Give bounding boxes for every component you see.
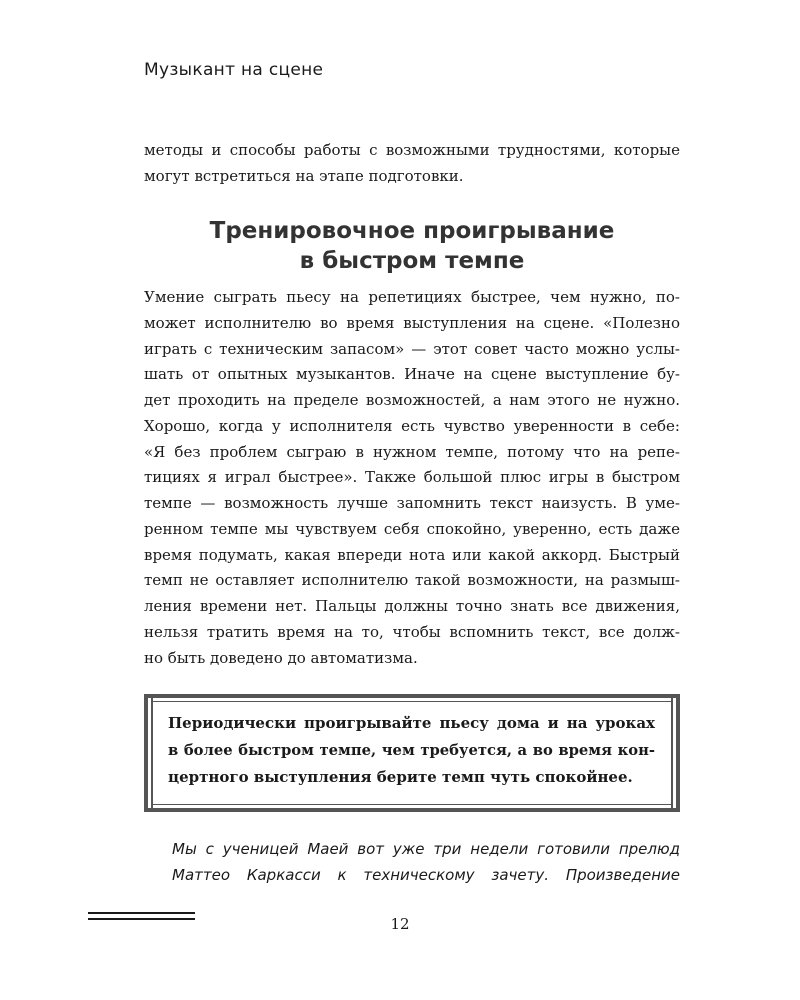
paragraph-line: может исполнителю во время выступления на сцене. «Полезно xyxy=(144,313,680,332)
anecdote-line: Маттео Каркасси к техническому зачету. Произведение xyxy=(172,866,680,884)
callout-border xyxy=(144,694,148,812)
tip-callout-box xyxy=(144,694,680,812)
paragraph-line: темпе — возможность лучше запомнить текст наизусть. В уме- xyxy=(144,494,680,513)
callout-border xyxy=(151,701,673,702)
callout-line: Периодически проигрывайте пьесу дома и на уроках xyxy=(168,714,655,732)
paragraph-line: тициях я играл быстрее». Также большой плюс игры в быстром xyxy=(144,468,680,487)
paragraph-line: ления времени нет. Пальцы должны точно знать все движения, xyxy=(144,597,680,616)
paragraph-line: ренном темпе мы чувствуем себя спокойно, уверенно, есть даже xyxy=(144,519,680,538)
body-paragraph xyxy=(144,285,680,671)
anecdote-line: Мы с ученицей Маей вот уже три недели готовили прелюд xyxy=(172,840,680,858)
paragraph-line: время подумать, какая впереди нота или какой аккорд. Быстрый xyxy=(144,545,680,564)
section-heading-line: в быстром темпе xyxy=(299,248,525,274)
intro-line: методы и способы работы с возможными трудностями, которые xyxy=(144,141,680,159)
callout-border xyxy=(671,694,673,812)
page-number: 12 xyxy=(390,915,410,933)
paragraph-line: шать от опытных музыкантов. Иначе на сцене выступление бу- xyxy=(144,365,680,384)
intro-line: могут встретиться на этапе подготовки. xyxy=(144,167,464,185)
paragraph-line: Хорошо, когда у исполнителя есть чувство уверенности в себе: xyxy=(144,416,680,435)
paragraph-line: нельзя тратить время на то, чтобы вспомнить текст, все долж- xyxy=(144,622,680,641)
paragraph-line: Умение сыграть пьесу на репетициях быстрее, чем нужно, по- xyxy=(144,288,680,306)
footnote-separator xyxy=(88,912,195,914)
paragraph-line: но быть доведено до автоматизма. xyxy=(144,648,418,667)
section-heading-line: Тренировочное проигрывание xyxy=(209,218,615,244)
anecdote-paragraph xyxy=(172,836,680,888)
paragraph-line: «Я без проблем сыграю в нужном темпе, потому что на репе- xyxy=(144,442,680,461)
section-heading xyxy=(144,216,680,276)
callout-line: в более быстром темпе, чем требуется, а во время кон- xyxy=(168,742,655,759)
intro-paragraph xyxy=(144,137,680,189)
paragraph-line: темп не оставляет исполнителю такой возможности, на размыш- xyxy=(144,571,680,590)
paragraph-line: играть с техническим запасом» — этот совет часто можно услы- xyxy=(144,339,680,358)
callout-line: цертного выступления берите темп чуть спокойнее. xyxy=(168,768,633,786)
callout-border xyxy=(676,694,680,812)
callout-border xyxy=(151,804,673,805)
paragraph-line: дет проходить на пределе возможностей, а нам этого не нужно. xyxy=(144,391,680,410)
running-head: Музыкант на сцене xyxy=(144,60,324,80)
callout-text xyxy=(168,710,655,791)
footnote-separator xyxy=(88,918,195,920)
callout-border xyxy=(151,694,153,812)
